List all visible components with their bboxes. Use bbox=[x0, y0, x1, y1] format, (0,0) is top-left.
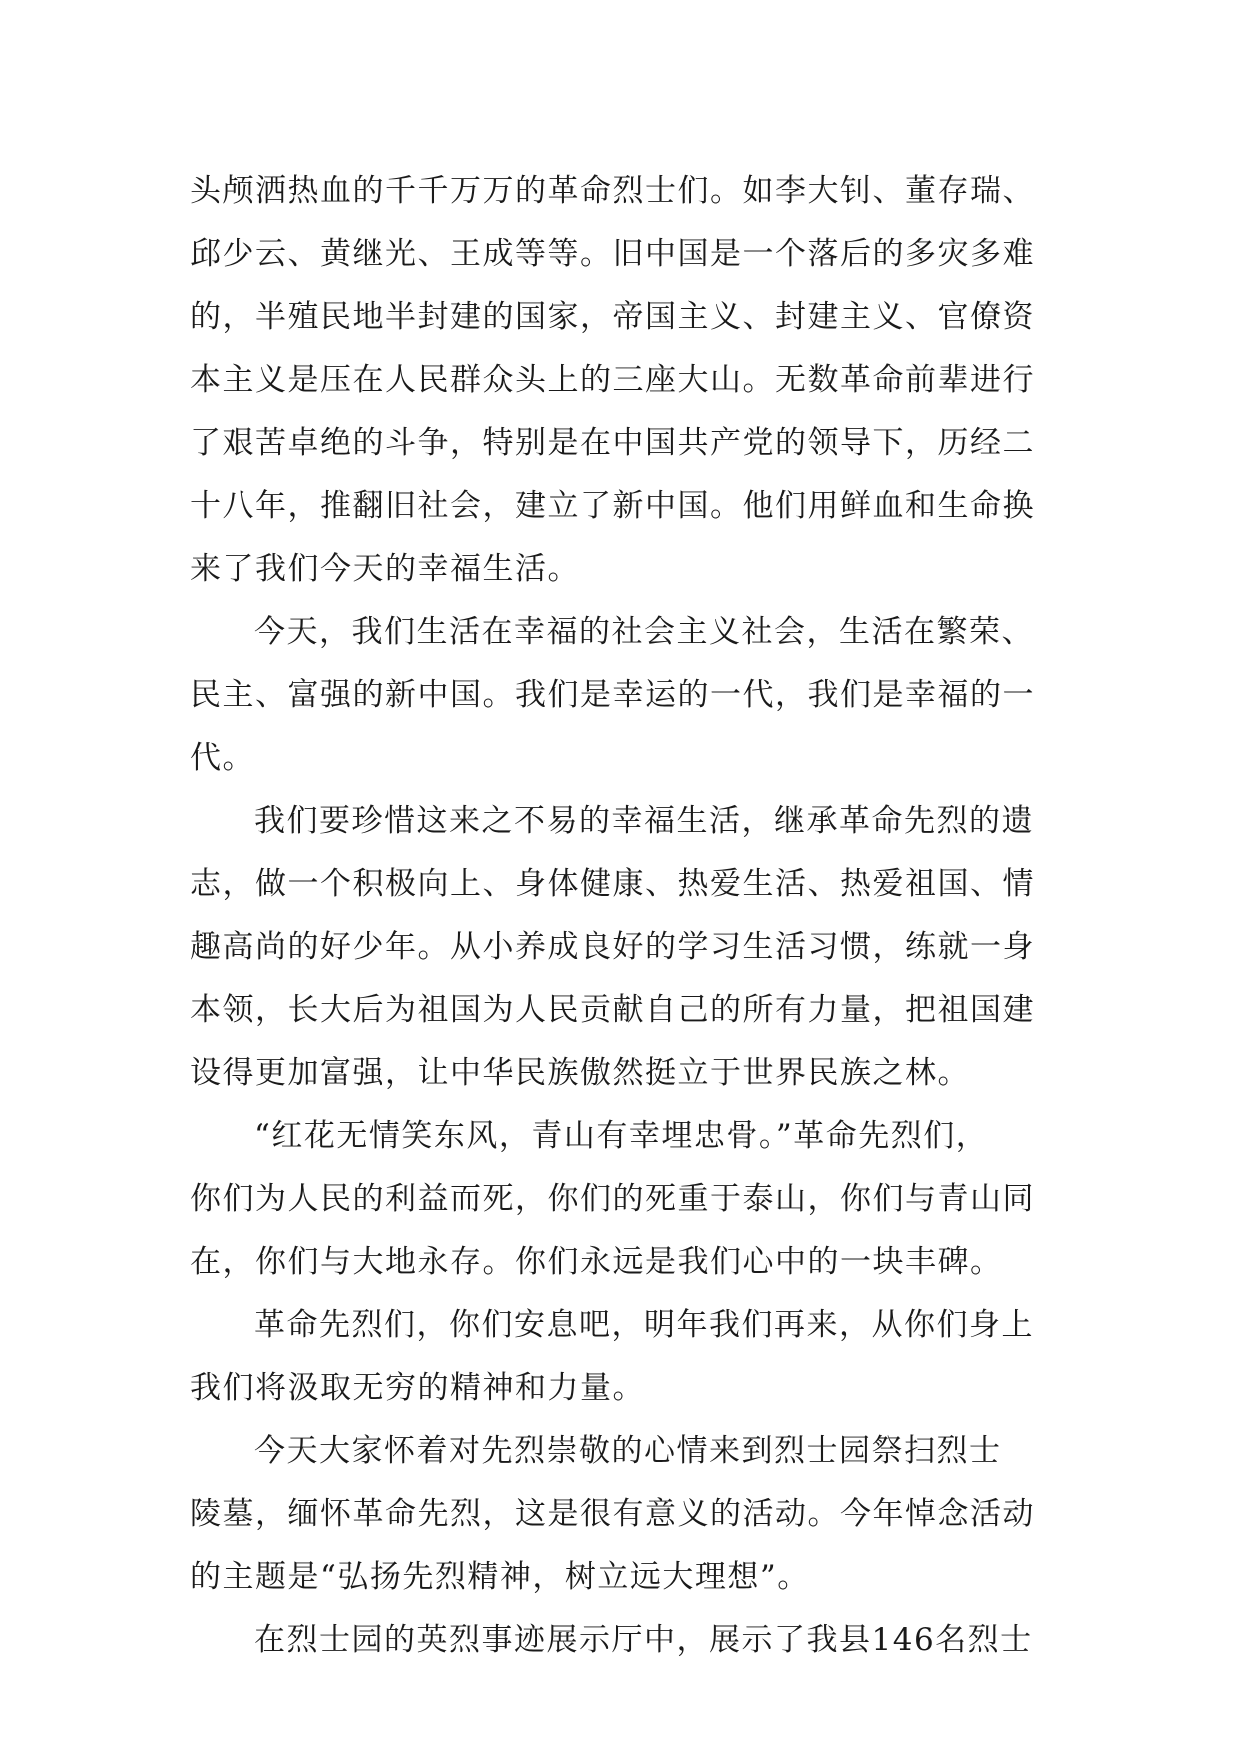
paragraph-first-line: 革命先烈们，你们安息吧，明年我们再来，从你们身上 bbox=[254, 1307, 1034, 1343]
text-line: 的，半殖民地半封建的国家，帝国主义、封建主义、官僚资 bbox=[190, 299, 1035, 335]
paragraph-first-line: 在烈士园的英烈事迹展示厅中，展示了我县146名烈士 bbox=[254, 1622, 1033, 1658]
text-line: 本领，长大后为祖国为人民贡献自己的所有力量，把祖国建 bbox=[190, 992, 1035, 1028]
text-line: 邱少云、黄继光、王成等等。旧中国是一个落后的多灾多难 bbox=[190, 236, 1035, 272]
text-line: 在，你们与大地永存。你们永远是我们心中的一块丰碑。 bbox=[190, 1244, 1003, 1280]
text-line: 头颅洒热血的千千万万的革命烈士们。如李大钊、董存瑞、 bbox=[190, 173, 1035, 209]
paragraph-first-line: 今天大家怀着对先烈崇敬的心情来到烈士园祭扫烈士 bbox=[254, 1433, 1002, 1469]
text-line: 民主、富强的新中国。我们是幸运的一代，我们是幸福的一 bbox=[190, 677, 1035, 713]
text-line: 十八年，推翻旧社会，建立了新中国。他们用鲜血和生命换 bbox=[190, 488, 1035, 524]
document-body bbox=[190, 160, 1070, 1672]
text-line: 志，做一个积极向上、身体健康、热爱生活、热爱祖国、情 bbox=[190, 866, 1035, 902]
text-line: 了艰苦卓绝的斗争，特别是在中国共产党的领导下，历经二 bbox=[190, 425, 1035, 461]
text-line: 的主题是“弘扬先烈精神，树立远大理想”。 bbox=[190, 1559, 810, 1595]
text-line: 你们为人民的利益而死，你们的死重于泰山，你们与青山同 bbox=[190, 1181, 1035, 1217]
text-line: 陵墓，缅怀革命先烈，这是很有意义的活动。今年悼念活动 bbox=[190, 1496, 1035, 1532]
text-line: 趣高尚的好少年。从小养成良好的学习生活习惯，练就一身 bbox=[190, 929, 1035, 965]
text-line: 来了我们今天的幸福生活。 bbox=[190, 551, 580, 587]
paragraph-first-line: “红花无情笑东风，青山有幸埋忠骨。”革命先烈们， bbox=[254, 1118, 989, 1154]
text-line: 设得更加富强，让中华民族傲然挺立于世界民族之林。 bbox=[190, 1055, 970, 1091]
text-line: 我们将汲取无穷的精神和力量。 bbox=[190, 1370, 645, 1406]
paragraph-first-line: 我们要珍惜这来之不易的幸福生活，继承革命先烈的遗 bbox=[254, 803, 1034, 839]
paragraph-first-line: 今天，我们生活在幸福的社会主义社会，生活在繁荣、 bbox=[254, 614, 1034, 650]
text-line: 本主义是压在人民群众头上的三座大山。无数革命前辈进行 bbox=[190, 362, 1035, 398]
text-line: 代。 bbox=[190, 740, 255, 776]
